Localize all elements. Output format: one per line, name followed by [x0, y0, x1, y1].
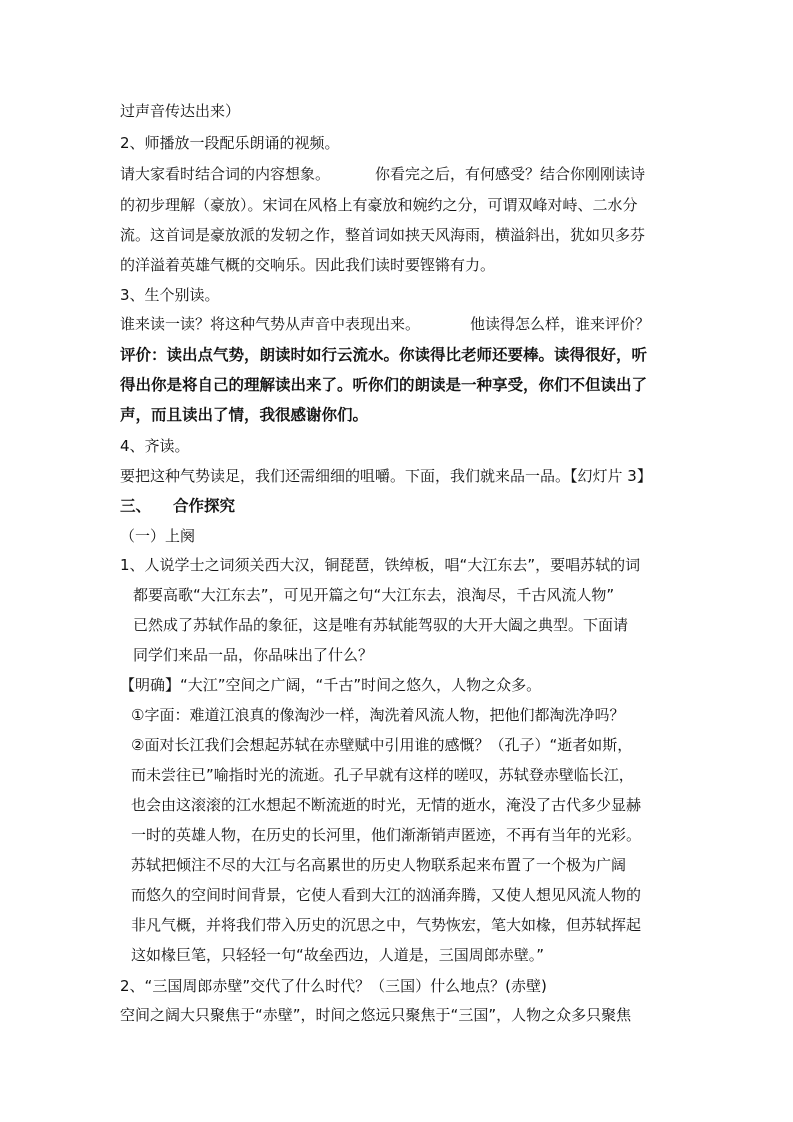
text-line: 2、师播放一段配乐朗诵的视频。 [120, 134, 340, 152]
text-line: 4、齐读。 [120, 437, 190, 455]
text-line: 非凡气概，并将我们带入历史的沉思之中，气势恢宏，笔大如椽，但苏轼挥起 [131, 916, 642, 934]
text-line: 这如椽巨笔，只轻轻一句“故垒西边，人道是，三国周郎赤壁。” [131, 946, 545, 964]
section-number: 三、 [120, 497, 152, 515]
text-line: 同学们来品一品，你品味出了什么？ [133, 646, 374, 664]
text-line: 1、人说学士之词须关西大汉，铜琵琶，铁绰板，唱“大江东去”，要唱苏轼的词 [120, 556, 641, 574]
section-heading [120, 496, 235, 516]
text-line: 流。这首词是豪放派的发轫之作，整首词如挟天风海雨，横溢斜出，犹如贝多芬 [120, 226, 646, 244]
text-line: 已然成了苏轼作品的象征，这是唯有苏轼能驾驭的大开大阖之典型。下面请 [133, 616, 629, 634]
text-line: 也会由这滚滚的江水想起不断流逝的时光，无情的逝水，淹没了古代多少显赫 [131, 796, 642, 814]
text-line: 空间之阔大只聚焦于“赤壁”，时间之悠远只聚焦于“三国”，人物之众多只聚焦 [120, 1006, 632, 1024]
text-segment: 你看完之后，有何感受？结合你刚刚读诗 [375, 165, 646, 183]
text-line: 2、“三国周郎赤壁”交代了什么时代？（三国）什么地点？(赤壁) [120, 977, 547, 995]
text-line: ②面对长江我们会想起苏轼在赤壁赋中引用谁的感慨？（孔子）“逝者如斯， [131, 736, 633, 754]
text-line: ①字面：难道江浪真的像淘沙一样，淘洗着风流人物，把他们都淘洗净吗？ [131, 706, 625, 724]
text-line: 3、生个别读。 [120, 286, 220, 304]
text-segment: 他读得怎么样，谁来评价？ [470, 315, 651, 333]
text-line: 而未尝往已”喻指时光的流逝。孔子早就有这样的嗟叹，苏轼登赤壁临长江， [131, 766, 634, 784]
text-line: 一时的英雄人物，在历史的长河里，他们渐渐销声匿迹，不再有当年的光彩。 [131, 826, 642, 844]
subsection-heading: （一）上阕 [120, 527, 196, 545]
text-line: 而悠久的空间时间背景，它使人看到大江的汹涌奔腾，又使人想见风流人物的 [131, 886, 642, 904]
section-title: 合作探究 [173, 497, 236, 515]
text-line: 的洋溢着英雄气概的交响乐。因此我们读时要铿锵有力。 [120, 256, 496, 274]
text-segment: 请大家看时结合词的内容想象。 [120, 165, 331, 183]
text-line [120, 314, 650, 334]
evaluation-line: 评价：读出点气势，朗读时如行云流水。你读得比老师还要棒。读得很好，听 [120, 346, 648, 364]
text-line [120, 164, 645, 184]
text-line: 要把这种气势读足，我们还需细细的咀嚼。下面，我们就来品一品。【幻灯片 3】 [120, 467, 652, 485]
evaluation-line: 得出你是将自己的理解读出来了。听你们的朗读是一种享受，你们不但读出了 [120, 376, 648, 394]
text-line: 苏轼把倾注不尽的大江与名高累世的历史人物联系起来布置了一个极为广阔 [131, 856, 627, 874]
text-line: 的初步理解（豪放）。宋词在风格上有豪放和婉约之分，可谓双峰对峙、二水分 [120, 196, 638, 214]
text-line: 【明确】“大江”空间之广阔，“千古”时间之悠久，人物之众多。 [120, 676, 542, 694]
evaluation-line: 声，而且读出了情，我很感谢你们。 [120, 406, 369, 424]
text-line: 过声音传达出来） [120, 102, 241, 120]
text-segment: 谁来读一读？将这种气势从声音中表现出来。 [120, 315, 421, 333]
text-line: 都要高歌“大江东去”，可见开篇之句“大江东去，浪淘尽，千古风流人物” [133, 586, 615, 604]
